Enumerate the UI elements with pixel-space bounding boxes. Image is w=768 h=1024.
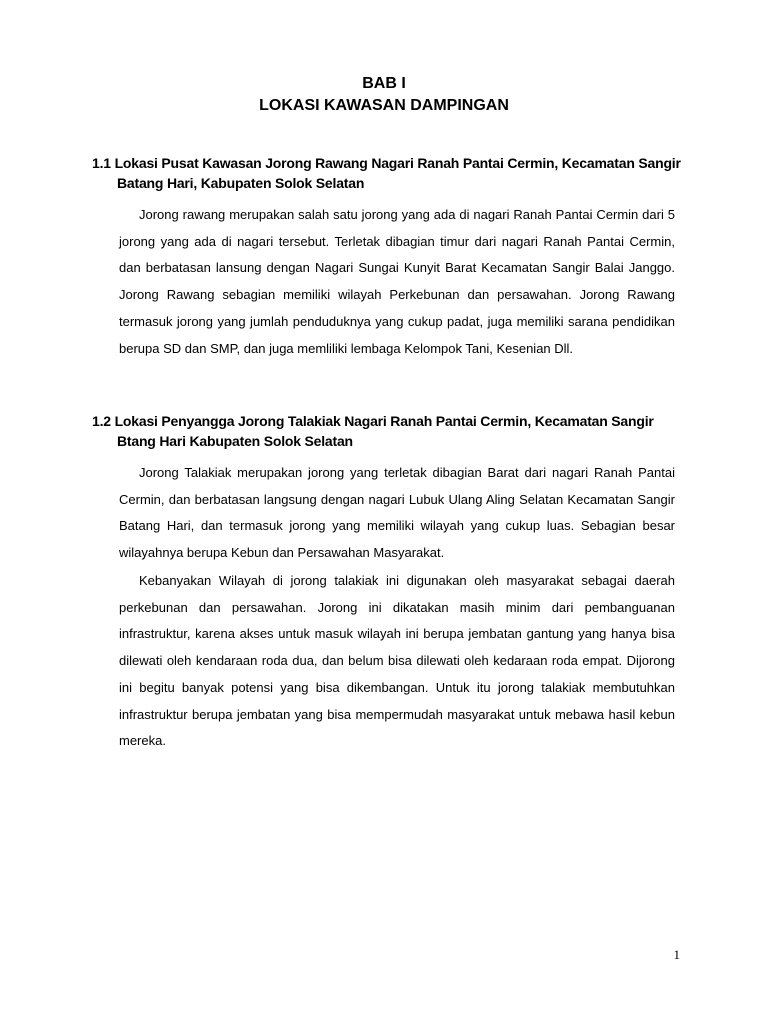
section-heading-line2: Batang Hari, Kabupaten Solok Selatan [117,175,365,191]
page-title: LOKASI KAWASAN DAMPINGAN [259,97,509,114]
section-heading-line2: Btang Hari Kabupaten Solok Selatan [117,433,353,449]
section-heading-line1: Lokasi Penyangga Jorong Talakiak Nagari Ranah Pantai Cermin, Kecamatan Sangir [114,413,654,429]
paragraph: Kebanyakan Wilayah di jorong talakiak ini digunakan oleh masyarakat sebagai daerah perkebunan dan persawahan. Jorong ini dikatakan masih minim dari pembanguanan infrastruktur, karena akses untuk masuk wilayah ini berupa jembatan gantung yang hanya bisa dilewati oleh kendaraan roda dua, dan belum bisa dilewati oleh kedaraan roda empat. Dijorong ini begitu banyak potensi yang bisa dikembangan. Untuk itu jorong talakiak membutuhkan infrastruktur berupa jembatan yang bisa mempermudah masyarakat untuk mebawa hasil kebun mereka. [119,573,675,749]
paragraph: Jorong rawang merupakan salah satu jorong yang ada di nagari Ranah Pantai Cermin dari 5 jorong yang ada di nagari tersebut. Terletak dibagian timur dari nagari Ranah Pantai Cermin, dan berbatasan lansung dengan Nagari Sungai Kunyit Barat Kecamatan Sangir Balai Janggo. Jorong Rawang sebagian memiliki wilayah Perkebunan dan persawahan. Jorong Rawang termasuk jorong yang jumlah penduduknya yang cukup padat, juga memiliki sarana pendidikan berupa SD dan SMP, dan juga memliliki lembaga Kelompok Tani, Kesenian Dll. [119,207,675,356]
section-heading-1-1 [92,153,682,193]
section-heading-1-2 [92,411,682,451]
section-number: 1.2 [92,413,111,429]
page-number: 1 [673,947,680,962]
chapter-label: BAB I [362,75,406,92]
section-number: 1.1 [92,155,111,171]
paragraph: Jorong Talakiak merupakan jorong yang terletak dibagian Barat dari nagari Ranah Pantai Cermin, dan berbatasan langsung dengan nagari Lubuk Ulang Aling Selatan Kecamatan Sangir Batang Hari, dan termasuk jorong yang memiliki wilayah yang cukup luas. Sebagian besar wilayahnya berupa Kebun dan Persawahan Masyarakat. [119,465,675,561]
section-heading-line1: Lokasi Pusat Kawasan Jorong Rawang Nagari Ranah Pantai Cermin, Kecamatan Sangir [114,155,681,171]
